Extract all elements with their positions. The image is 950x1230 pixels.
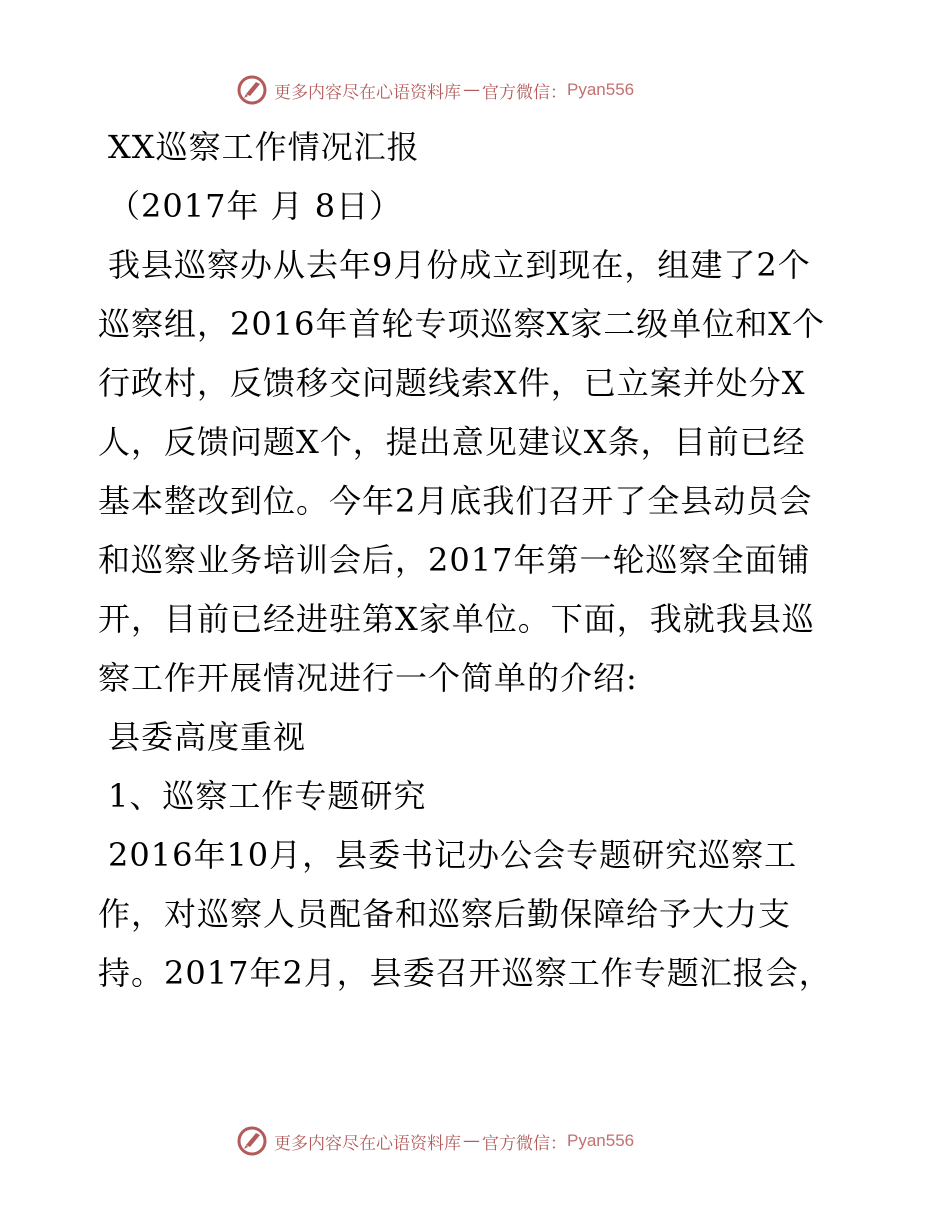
paragraph-line: 人，反馈问题X个，提出意见建议X条，目前已经 bbox=[98, 423, 806, 461]
watermark-wechat-label: 官方微信： bbox=[482, 1133, 567, 1154]
paragraph-line: 和巡察业务培训会后，2017年第一轮巡察全面铺 bbox=[98, 541, 811, 579]
watermark-brand: 更多内容尽在心语资料库 bbox=[274, 1133, 461, 1154]
paragraph-line: 行政村，反馈移交问题线索X件，已立案并处分X bbox=[98, 364, 806, 402]
watermark-brand: 更多内容尽在心语资料库 bbox=[274, 82, 461, 103]
watermark-handle: Pyan556 bbox=[567, 80, 635, 99]
paragraph-line: 开，目前已经进驻第X家单位。下面，我就我县巡 bbox=[98, 600, 815, 638]
paragraph-line: 巡察组，2016年首轮专项巡察X家二级单位和X个 bbox=[98, 305, 826, 343]
document-title: XX巡察工作情况汇报 bbox=[108, 128, 420, 166]
paragraph-line: 持。2017年2月，县委召开巡察工作专题汇报会， bbox=[98, 954, 832, 992]
paragraph-line: 2016年10月，县委书记办公会专题研究巡察工 bbox=[108, 836, 798, 874]
watermark-handle: Pyan556 bbox=[567, 1131, 635, 1150]
brand-logo-icon bbox=[236, 74, 268, 106]
brand-logo-icon bbox=[236, 1125, 268, 1157]
paragraph-line: 我县巡察办从去年9月份成立到现在，组建了2个 bbox=[108, 246, 811, 284]
watermark-dash: — bbox=[463, 1131, 480, 1151]
watermark-dash: — bbox=[463, 80, 480, 100]
paragraph-line: 作，对巡察人员配备和巡察后勤保障给予大力支 bbox=[98, 895, 792, 933]
header-watermark bbox=[236, 73, 634, 107]
paragraph-line: 察工作开展情况进行一个简单的介绍: bbox=[98, 659, 638, 697]
document-body bbox=[98, 118, 858, 1003]
footer-watermark bbox=[236, 1124, 634, 1158]
paragraph-1 bbox=[98, 236, 858, 708]
paragraph-2 bbox=[98, 826, 858, 1003]
paragraph-line: 基本整改到位。今年2月底我们召开了全县动员会 bbox=[98, 482, 813, 520]
subsection-heading: 1、巡察工作专题研究 bbox=[108, 777, 427, 815]
watermark-wechat-label: 官方微信： bbox=[482, 82, 567, 103]
section-heading: 县委高度重视 bbox=[108, 718, 307, 756]
document-date: （2017年 月 8日） bbox=[108, 187, 403, 225]
